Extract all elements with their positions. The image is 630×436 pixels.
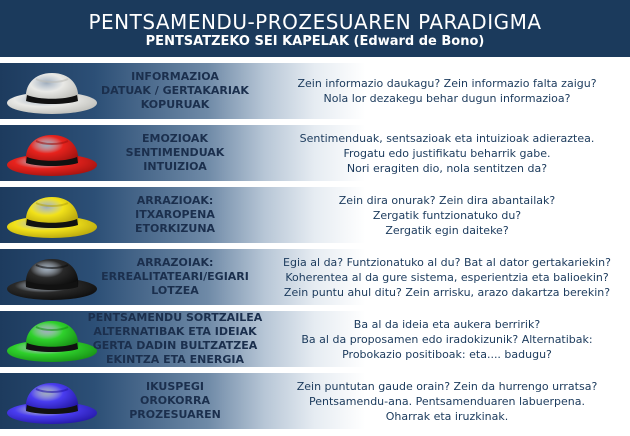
hat-icon xyxy=(4,189,100,241)
hat-label xyxy=(92,63,258,119)
hat-label-line: ALTERNATIBAK ETA IDEIAK xyxy=(93,325,257,338)
hat-icon xyxy=(4,65,100,117)
page-subtitle: PENTSATZEKO SEI KAPELAK (Edward de Bono) xyxy=(145,34,485,49)
hat-description xyxy=(266,63,628,119)
hat-description xyxy=(266,249,628,305)
hat-description-line: Zein dira onurak? Zein dira abantailak? xyxy=(338,193,556,207)
hat-label-line: SENTIMENDUAK xyxy=(125,146,225,159)
hat-description-line: Pentsamendu-ana. Pentsamenduaren labuerpena. xyxy=(308,394,586,408)
hat-label-line: INFORMAZIOA xyxy=(131,70,219,83)
hat-label-line: KOPURUAK xyxy=(140,98,210,111)
hat-icon xyxy=(4,127,100,179)
hat-label-line: INTUIZIOA xyxy=(143,160,207,173)
hat-description xyxy=(266,187,628,243)
hat-description-line: Ba al da ideia eta aukera berririk? xyxy=(353,317,541,331)
hat-description-line: Frogatu edo justifikatu beharrik gabe. xyxy=(343,146,551,160)
hat-label-line: LOTZEA xyxy=(151,284,199,297)
hat-label-line: ITXAROPENA xyxy=(135,208,215,221)
hat-label-line: IKUSPEGI xyxy=(146,380,204,393)
hat-description-line: Zein puntu ahul ditu? Zein arrisku, arazo dakartza berekin? xyxy=(283,285,611,299)
hat-label-line: ETORKIZUNA xyxy=(134,222,216,235)
hat-row xyxy=(0,373,630,429)
page-title: PENTSAMENDU-PROZESUAREN PARADIGMA xyxy=(88,10,542,34)
page-header xyxy=(0,0,630,57)
hat-row xyxy=(0,249,630,305)
hat-description-line: Probokazio positiboak: eta.... badugu? xyxy=(342,347,552,361)
hat-label-line: OROKORRA xyxy=(139,394,210,407)
hat-description xyxy=(266,311,628,367)
hat-row xyxy=(0,125,630,181)
hat-row xyxy=(0,311,630,367)
hat-label-line: DATUAK / GERTAKARIAK xyxy=(101,84,249,97)
hat-icon xyxy=(4,313,100,365)
hat-label xyxy=(92,125,258,181)
hat-description-line: Zergatik egin daiteke? xyxy=(385,223,509,237)
hat-description-line: Zein informazio daukagu? Zein informazio falta zaigu? xyxy=(297,77,597,90)
hat-description xyxy=(266,125,628,181)
hat-description xyxy=(266,373,628,429)
hat-description-line: Oharrak eta iruzkinak. xyxy=(385,409,509,423)
hat-description-line: Ba al da proposamen edo iradokizunik? Alternatibak: xyxy=(301,332,593,346)
hat-label-line: ARRAZOIAK: xyxy=(136,256,214,269)
hat-description-line: Nori eragiten dio, nola sentitzen da? xyxy=(346,161,548,175)
hat-row xyxy=(0,187,630,243)
hat-label-line: PROZESUAREN xyxy=(129,408,221,421)
hat-description-line: Zergatik funtzionatuko du? xyxy=(372,208,522,222)
hat-row xyxy=(0,63,630,119)
hat-icon xyxy=(4,375,100,427)
hat-icon xyxy=(4,251,100,303)
hat-label xyxy=(87,311,263,367)
hat-label-line: ARRAZIOAK: xyxy=(136,194,214,207)
hat-label-line: ERREALITATEARI/EGIARI xyxy=(101,270,249,283)
hat-description-line: Egia al da? Funtzionatuko al du? Bat al dator gertakariekin? xyxy=(283,255,611,269)
hat-label-line: EMOZIOAK xyxy=(142,132,208,145)
hat-description-line: Sentimenduak, sentsazioak eta intuizioak adieraztea. xyxy=(299,131,595,145)
hat-label-line: EKINTZA ETA ENERGIA xyxy=(105,353,244,366)
hat-label xyxy=(92,373,258,429)
hat-label-line: GERTA DADIN BULTZATZEA xyxy=(92,339,258,352)
hat-description-line: Nola lor dezakegu behar dugun informazioa? xyxy=(323,92,571,105)
hat-label-line: PENTSAMENDU SORTZAILEA xyxy=(87,311,263,324)
hat-label xyxy=(92,187,258,243)
hat-label xyxy=(92,249,258,305)
hat-description-line: Zein puntutan gaude orain? Zein da hurrengo urratsa? xyxy=(296,379,598,393)
hat-description-line: Koherentea al da gure sistema, esperientzia eta balioekin? xyxy=(285,270,609,284)
